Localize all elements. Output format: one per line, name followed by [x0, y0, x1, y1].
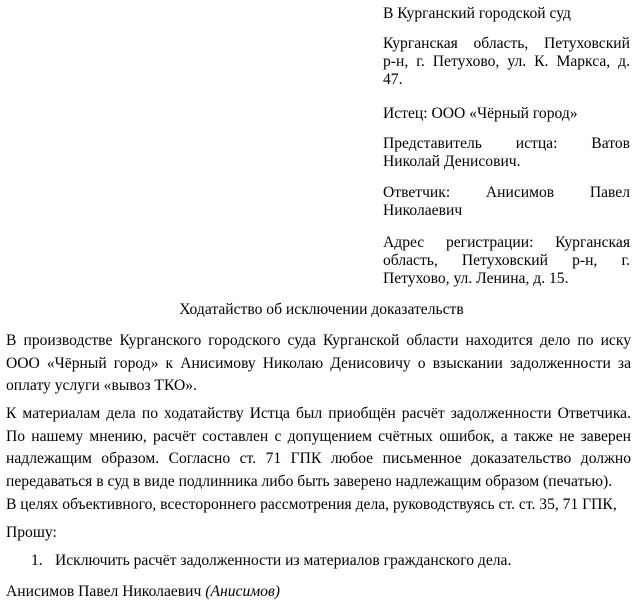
paragraph-line: оплату услуги «вывоз ТКО».	[6, 377, 197, 394]
representative-line: Николай Денисович.	[383, 153, 521, 170]
registration-line: область, Петуховский р-н, г.	[383, 252, 630, 269]
handwritten-signature: (Анисимов)	[205, 583, 280, 600]
registration-address	[383, 234, 630, 288]
defendant-line: Ответчик: Анисимов Павел	[383, 184, 630, 201]
court-name: В Курганский городской суд	[383, 5, 571, 22]
signature-line	[6, 581, 280, 604]
paragraph-line: В производстве Курганского городского суда Курганской области находится дело по иску	[6, 332, 631, 349]
document-title: Ходатайство об исключении доказательств	[179, 301, 464, 318]
paragraph-line: По нашему мнению, расчёт составлен с допущением счётных ошибок, а также не заверен	[6, 427, 631, 445]
defendant-line: Николаевич	[383, 202, 463, 219]
list-item-text: Исключить расчёт задолженности из материалов гражданского дела.	[55, 552, 512, 569]
request-heading-text: Прошу:	[6, 524, 57, 541]
court-address	[383, 35, 630, 89]
paragraph-case-info	[6, 330, 631, 398]
paragraph-line: ООО «Чёрный город» к Анисимову Николаю Денисовичу о взыскании задолженности за	[6, 354, 631, 372]
signer-name: Анисимов Павел Николаевич	[6, 583, 202, 600]
plaintiff: Истец: ООО «Чёрный город»	[383, 105, 578, 122]
registration-line: Петухово, ул. Ленина, д. 15.	[383, 270, 569, 287]
court-address-line: р-н, г. Петухово, ул. К. Маркса, д.	[383, 53, 630, 70]
defendant	[383, 184, 630, 220]
paragraph-line: надлежащим образом. Согласно ст. 71 ГПК любое письменное доказательство должно	[6, 450, 631, 467]
registration-line: Адрес регистрации: Курганская	[383, 234, 630, 251]
paragraph-line: К материалам дела по ходатайству Истца был приобщён расчёт задолженности Ответчика.	[6, 405, 631, 422]
list-number: 1.	[31, 552, 43, 569]
paragraph-grounds	[6, 494, 631, 517]
representative	[383, 135, 630, 171]
request-heading	[6, 522, 631, 545]
court-address-line: 47.	[383, 71, 403, 88]
representative-line: Представитель истца: Ватов	[383, 135, 630, 152]
paragraph-line: передаваться в суд в виде подлинника либо быть заверено надлежащим образом (печатью).	[6, 472, 613, 490]
court-address-line: Курганская область, Петуховский	[383, 35, 630, 52]
request-list-item	[31, 550, 511, 573]
paragraph-argument	[6, 403, 631, 493]
paragraph-line: В целях объективного, всестороннего рассмотрения дела, руководствуясь ст. ст. 35, 71 ГПК,	[6, 496, 617, 513]
